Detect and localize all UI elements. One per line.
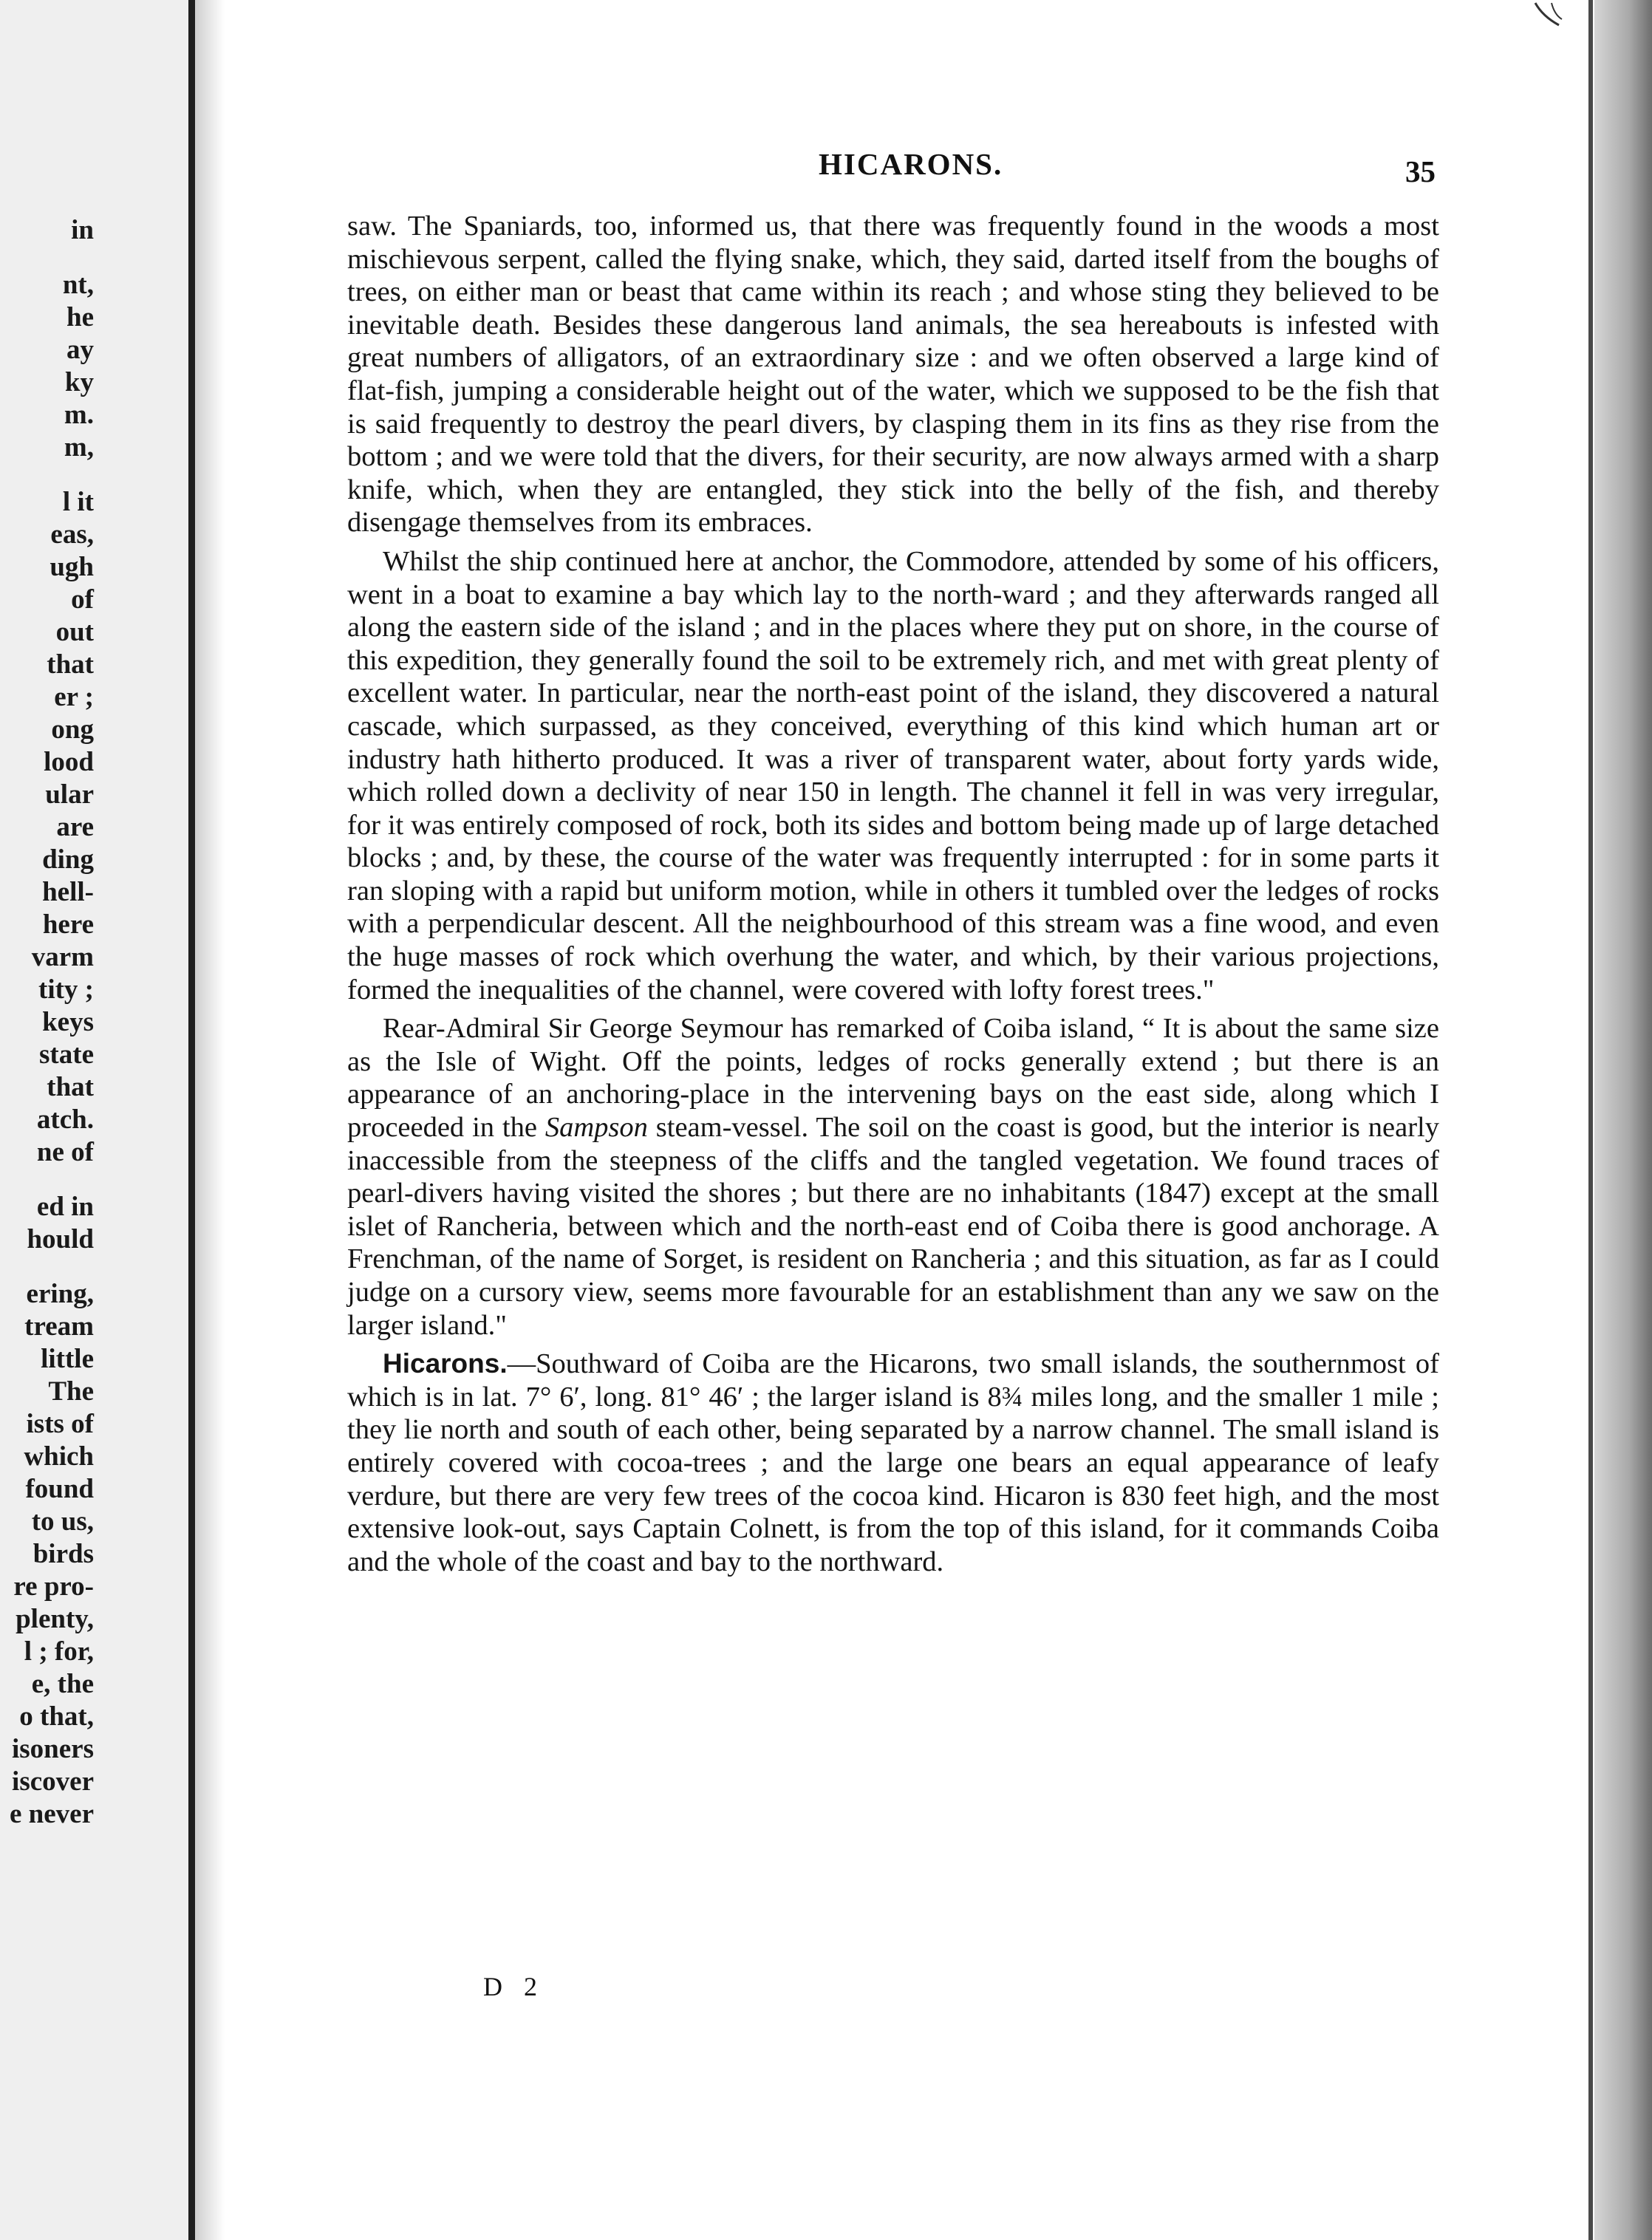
previous-page-fragment: ering, bbox=[26, 1279, 94, 1309]
previous-page-fragment: found bbox=[25, 1474, 94, 1504]
paragraph-hicarons bbox=[347, 1348, 1439, 1578]
previous-page-fragment: tream bbox=[24, 1311, 94, 1342]
previous-page-fragment: that bbox=[47, 1072, 94, 1102]
previous-page-fragment: plenty, bbox=[16, 1604, 94, 1634]
page-edge-line bbox=[1588, 0, 1593, 2240]
previous-page-fragment: m, bbox=[64, 432, 94, 462]
previous-page-fragment: tity ; bbox=[38, 974, 94, 1005]
previous-page-fragment: ay bbox=[66, 335, 94, 365]
previous-page-fragment: o that, bbox=[19, 1701, 94, 1732]
binding-gutter-line bbox=[188, 0, 195, 2240]
seymour-text-end: steam-vessel. The soil on the coast is good, but the interior is nearly inaccessible from the steepness of the cliffs and the tangled vegetation. We found traces of pearl-divers having visited the shores ; but there are no inhabitants (1847) except at the small islet of Rancheria, between which and the north-east end of Coiba there is good anchorage. A Frenchman, of the name of Sorget, is resident on Rancheria ; and this situation, as far as I could judge on a cursory view, seems more favourable for an establishment than any we saw on the larger island." bbox=[347, 1112, 1439, 1341]
previous-page-fragment bbox=[10, 464, 94, 486]
previous-page-fragment: here bbox=[42, 909, 94, 940]
previous-page-fragment: ular bbox=[45, 779, 94, 810]
previous-page-fragment: keys bbox=[42, 1007, 94, 1037]
body-text bbox=[347, 210, 1439, 1584]
previous-page-fragment: which bbox=[24, 1441, 94, 1472]
ship-name-sampson: Sampson bbox=[545, 1112, 648, 1144]
previous-page-fragment: er ; bbox=[54, 682, 94, 712]
previous-page-fragment bbox=[10, 247, 94, 269]
previous-page-fragment: ky bbox=[64, 367, 94, 397]
hicarons-description: —Southward of Coiba are the Hicarons, two small islands, the southernmost of which is in lat. 7° 6′, long. 81° 46′ ; the larger island is 8¾ miles long, and the smaller 1 mile ; they lie north and south of each other, being separated by a narrow channel. The small island is entirely covered with cocoa-trees ; and the large one bears an equal appearance of leafy verdure, but there are very few trees of the cocoa kind. Hicaron is 830 feet high, and the most extensive look-out, says Captain Colnett, is from the top of this island, for it commands Coiba and the whole of the coast and bay to the northward. bbox=[347, 1348, 1439, 1577]
previous-page-fragment: in bbox=[71, 215, 94, 245]
previous-page-fragment: hould bbox=[27, 1224, 94, 1254]
paragraph-seymour-remarks bbox=[347, 1012, 1439, 1342]
previous-page-fragment: re pro- bbox=[13, 1571, 94, 1602]
previous-page-margin bbox=[0, 0, 188, 2240]
previous-page-fragment: e never bbox=[9, 1799, 94, 1829]
corner-fold-mark bbox=[1529, 0, 1574, 44]
previous-page-fragment: ne of bbox=[36, 1137, 94, 1167]
page-number: 35 bbox=[1405, 154, 1436, 188]
previous-page-fragment: little bbox=[41, 1344, 94, 1374]
previous-page-fragment: m. bbox=[64, 400, 94, 430]
previous-page-fragment: iscover bbox=[12, 1766, 94, 1797]
previous-page-fragment: of bbox=[71, 584, 94, 615]
section-heading-hicarons: Hicarons. bbox=[383, 1348, 508, 1379]
paragraph-serpents-and-fish: saw. The Spaniards, too, informed us, that there was frequently found in the woods a most mischievous serpent, called the flying snake, which, they said, darted itself from the boughs of trees, on either man or beast that came within its reach ; and whose sting they believed to be inevitable death. Besides these dangerous land animals, the sea hereabouts is infested with great numbers of alligators, of an extraordinary size : and we often observed a large kind of flat-fish, jumping a considerable height out of the water, which we supposed to be the fish that is said frequently to destroy the pearl divers, by clasping them in its fins as they rise from the bottom ; and we were told that the divers, for their security, are now always armed with a sharp knife, which, when they are entangled, they stick into the belly of the fish, and thereby disengage themselves from its embraces. bbox=[347, 211, 1439, 539]
previous-page-fragment: e, the bbox=[31, 1669, 94, 1699]
previous-page-text-fragments bbox=[10, 214, 94, 1831]
previous-page-fragment: he bbox=[66, 302, 94, 332]
binding-gutter-shadow bbox=[195, 0, 225, 2240]
previous-page-fragment: isoners bbox=[12, 1734, 94, 1764]
previous-page-fragment: ed in bbox=[36, 1192, 94, 1222]
page-edge-shadow bbox=[1594, 0, 1652, 2240]
previous-page-fragment bbox=[10, 1256, 94, 1278]
previous-page-fragment: The bbox=[48, 1376, 94, 1407]
signature-mark: D 2 bbox=[483, 1972, 545, 2001]
previous-page-fragment: eas, bbox=[50, 519, 94, 550]
previous-page-fragment: ists of bbox=[26, 1409, 94, 1439]
previous-page-fragment: l it bbox=[62, 487, 94, 517]
previous-page-fragment: atch. bbox=[36, 1104, 94, 1135]
previous-page-fragment: out bbox=[55, 617, 94, 647]
previous-page-fragment: varm bbox=[31, 942, 94, 972]
previous-page-fragment: nt, bbox=[62, 270, 94, 300]
previous-page-fragment: hell- bbox=[42, 877, 94, 907]
previous-page-fragment: lood bbox=[44, 747, 94, 777]
previous-page-fragment: that bbox=[47, 649, 94, 680]
paragraph-cascade: Whilst the ship continued here at anchor, the Commodore, attended by some of his officers, went in a boat to examine a bay which lay to the north-ward ; and they afterwards ranged all along the eastern side of the island ; and in the places where they put on shore, in the course of this expedition, they generally found the soil to be extremely rich, and met with great plenty of excellent water. In particular, near the north-east point of the island, they discovered a natural cascade, which surpassed, as they conceived, everything of this kind which human art or industry hath hitherto produced. It was a river of transparent water, about forty yards wide, which rolled down a declivity of near 150 in length. The channel it fell in was very irregular, for it was entirely composed of rock, both its sides and bottom being made up of large detached blocks ; and, by these, the course of the water was frequently interrupted : for in some parts it ran sloping with a rapid but uniform motion, while in others it tumbled over the ledges of rocks with a perpendicular descent. All the neighbourhood of this stream was a fine wood, and even the huge masses of rock which overhung the water, and which, by their various projections, formed the inequalities of the channel, were covered with lofty forest trees." bbox=[347, 545, 1439, 1005]
previous-page-fragment bbox=[10, 1169, 94, 1191]
running-head: HICARONS. bbox=[819, 147, 1003, 181]
previous-page-fragment: ding bbox=[42, 844, 94, 875]
seymour-text-start: Rear-Admiral Sir George Seymour has remarked of Coiba island, “ It is about the same size as the Isle of Wight. Off the points, ledges of rocks generally extend ; but there is an appearance of an anchoring-place in the intervening bays on the east side, along which I proceeded in the bbox=[347, 1013, 1439, 1144]
previous-page-fragment: are bbox=[56, 812, 94, 842]
previous-page-fragment: to us, bbox=[31, 1506, 94, 1537]
previous-page-fragment: state bbox=[39, 1039, 94, 1070]
previous-page-fragment: birds bbox=[33, 1539, 94, 1569]
previous-page-fragment: l ; for, bbox=[24, 1636, 94, 1667]
previous-page-fragment: ong bbox=[51, 714, 94, 745]
previous-page-fragment: ugh bbox=[50, 552, 94, 582]
